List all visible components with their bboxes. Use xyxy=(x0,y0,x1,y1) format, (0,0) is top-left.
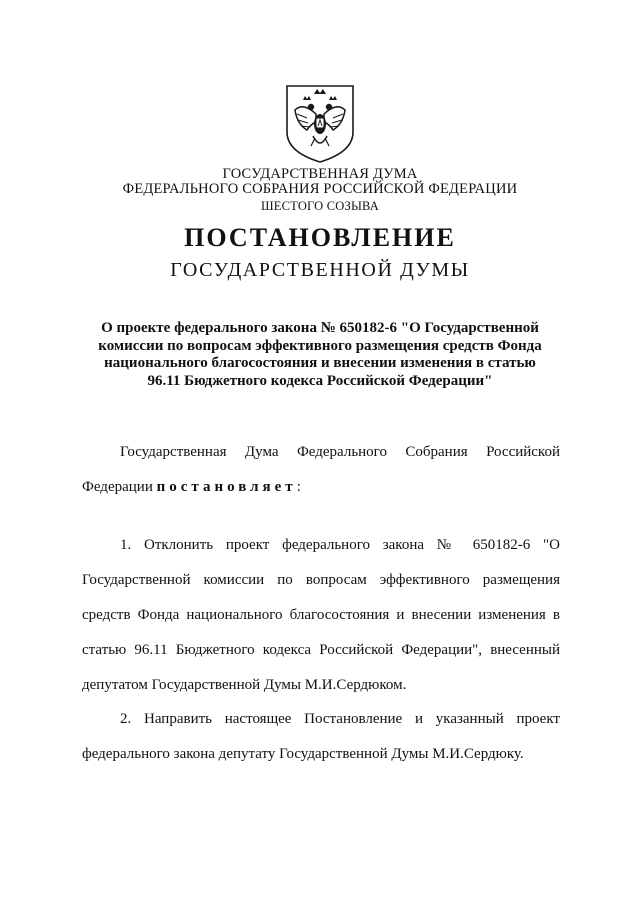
intro-colon: : xyxy=(296,479,301,495)
intro-emphasis: постановляет xyxy=(156,479,297,495)
intro-text: Государственная Дума Федерального Собрания Российской Федерации xyxy=(82,444,560,495)
intro-paragraph xyxy=(82,435,560,505)
org-line-3: ШЕСТОГО СОЗЫВА xyxy=(260,199,380,213)
document-title: ПОСТАНОВЛЕНИЕ xyxy=(184,223,456,252)
document-subject: О проекте федерального закона № 650182-6 "О Государственной комиссии по вопросам эффективного размещения средств Фонда национального благосостояния и внесении изменения в статью 96.11 Бюджетного кодекса Российской Федерации" xyxy=(98,320,542,389)
org-line-2: ФЕДЕРАЛЬНОГО СОБРАНИЯ РОССИЙСКОЙ ФЕДЕРАЦИИ xyxy=(122,181,518,197)
coat-of-arms-icon xyxy=(283,80,357,164)
org-line-1: ГОСУДАРСТВЕННАЯ ДУМА xyxy=(222,166,418,182)
document-subtitle: ГОСУДАРСТВЕННОЙ ДУМЫ xyxy=(170,259,470,281)
item-2-paragraph: 2. Направить настоящее Постановление и указанный проект федерального закона депутату Государственной Думы М.И.Сердюку. xyxy=(82,711,560,762)
item-1-paragraph: 1. Отклонить проект федерального закона № 650182-6 "О Государственной комиссии по вопросам эффективного размещения средств Фонда национального благосостояния и внесении изменения в статью 96.11 Бюджетного кодекса Российской Федерации", внесенный депутатом Государственной Думы М.И.Сердюком. xyxy=(82,537,560,693)
